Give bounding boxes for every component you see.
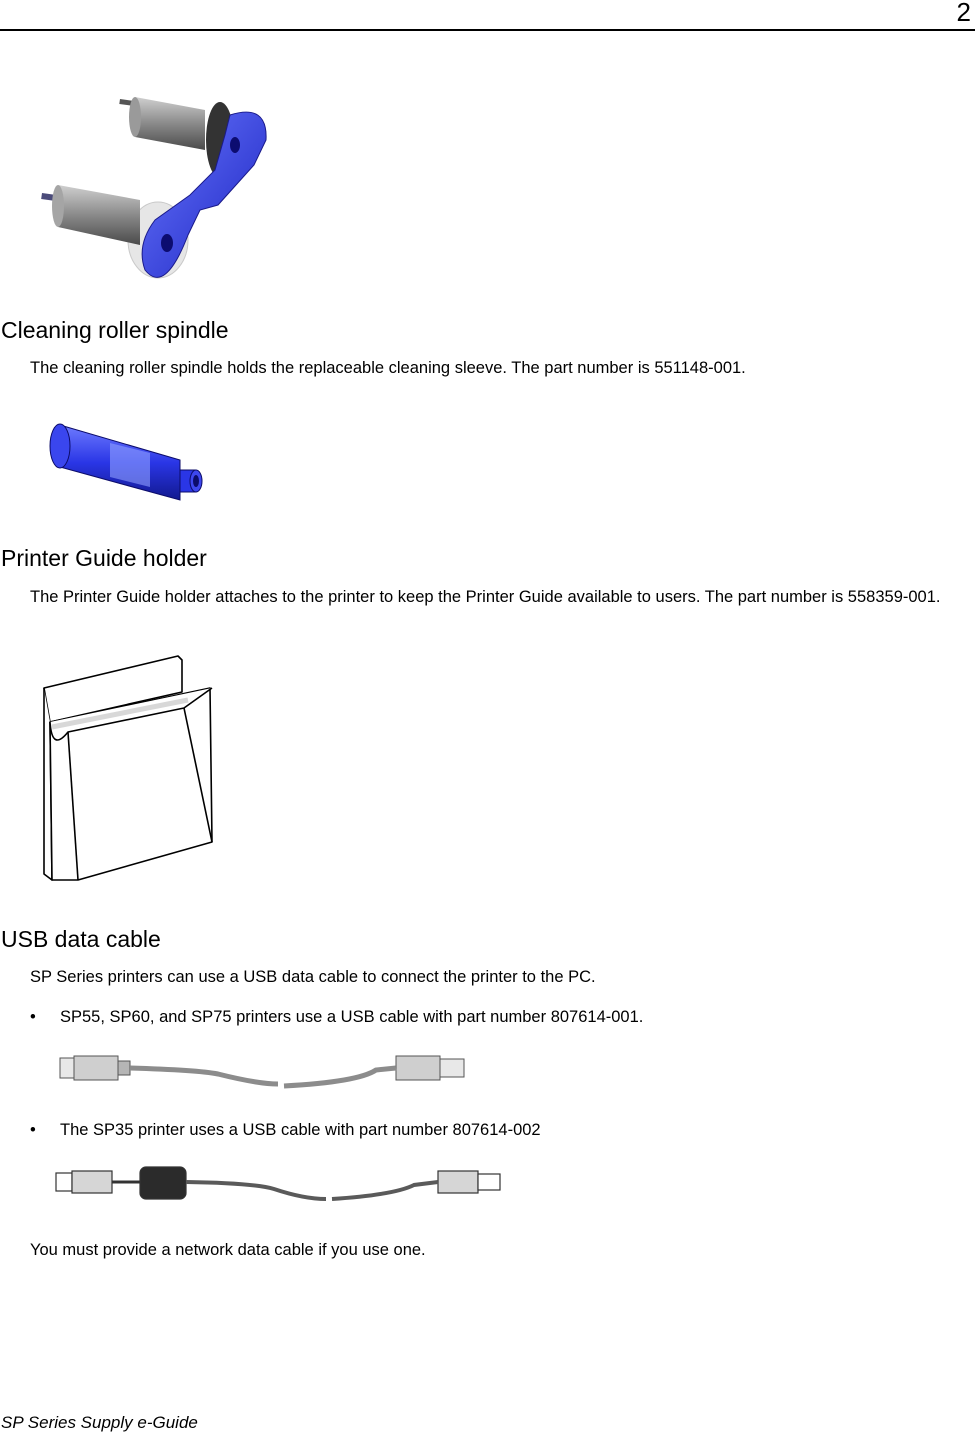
- bullet-item-usb-001: [30, 1008, 643, 1027]
- page-number: 2: [956, 0, 971, 27]
- bullet-dot: •: [30, 1121, 36, 1139]
- section-heading-usb-cable: USB data cable: [1, 926, 161, 952]
- cleaning-spindle-illustration: [40, 415, 205, 515]
- bullet-text: SP55, SP60, and SP75 printers use a USB cable with part number 807614-001.: [60, 1008, 644, 1026]
- section-body-guide-holder: The Printer Guide holder attaches to the printer to keep the Printer Guide available to users. The part number is 558359-001.: [30, 588, 941, 606]
- section-heading-cleaning-spindle: Cleaning roller spindle: [1, 317, 229, 343]
- guide-holder-illustration: [38, 652, 218, 884]
- section-heading-guide-holder: Printer Guide holder: [1, 545, 207, 571]
- bullet-dot: •: [30, 1008, 36, 1026]
- bullet-item-usb-002: [30, 1121, 541, 1140]
- bullet-text: The SP35 printer uses a USB cable with part number 807614-002: [60, 1121, 541, 1139]
- usb-cable-002-illustration: [54, 1163, 506, 1205]
- section-body-cleaning-spindle: The cleaning roller spindle holds the replaceable cleaning sleeve. The part number is 551148-001.: [30, 359, 746, 377]
- usb-cable-001-illustration: [58, 1050, 468, 1092]
- usb-cable-note: You must provide a network data cable if you use one.: [30, 1241, 426, 1259]
- footer-title: SP Series Supply e-Guide: [1, 1413, 198, 1432]
- header-rule: [0, 29, 975, 31]
- section-body-usb-cable: SP Series printers can use a USB data cable to connect the printer to the PC.: [30, 968, 596, 986]
- spindle-assembly-illustration: [40, 95, 270, 290]
